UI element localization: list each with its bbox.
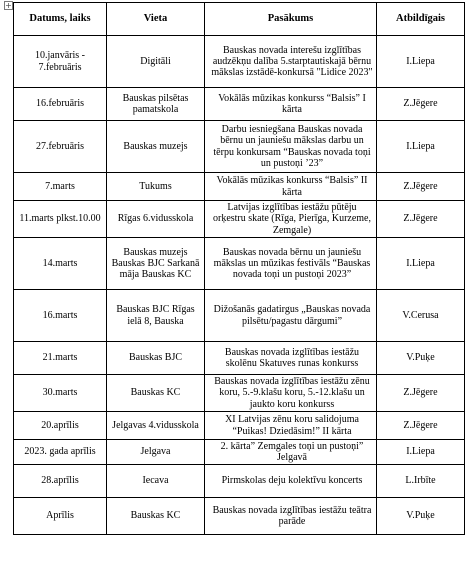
table-row xyxy=(14,88,465,121)
header-event: Pasākums xyxy=(205,3,377,36)
cell-responsible: I.Liepa xyxy=(377,440,465,465)
table-row xyxy=(14,201,465,238)
event-text: Vokālās mūzikas konkurss “Balsis” II kārta xyxy=(216,175,368,198)
cell-responsible: I.Liepa xyxy=(377,121,465,173)
event-text: Bauskas novada izglītības iestāžu skolēnu Skatuves runas konkurss xyxy=(224,346,360,369)
cell-date: 27.februāris xyxy=(14,121,107,173)
cell-date: Aprīlis xyxy=(14,498,107,535)
event-text: Darbu iesniegšana Bauskas novada bērnu un jauniešu mākslas darbu un tērpu konkursam “Bauskas novada toņi un pustoņi ’23” xyxy=(213,124,371,169)
cell-date: 14.marts xyxy=(14,238,107,290)
cell-place: Digitāli xyxy=(107,36,205,88)
cell-responsible: Z.Jēgere xyxy=(377,375,465,412)
event-text: Bauskas novada bērnu un jauniešu mākslas un mūzikas festivāls “Bauskas novada toņi un pustoņi 2023” xyxy=(213,246,371,281)
cell-responsible: Z.Jēgere xyxy=(377,201,465,238)
cell-event xyxy=(205,201,377,238)
cell-event xyxy=(205,121,377,173)
header-place: Vieta xyxy=(107,3,205,36)
cell-date: 21.marts xyxy=(14,342,107,375)
cell-responsible: I.Liepa xyxy=(377,36,465,88)
cell-date: 2023. gada aprīlis xyxy=(14,440,107,465)
table-row xyxy=(14,375,465,412)
cell-date: 30.marts xyxy=(14,375,107,412)
cell-date: 7.marts xyxy=(14,173,107,201)
event-text: 2. kārta” Zemgales toņi un pustoņi” Jelgavā xyxy=(220,440,364,463)
cell-event xyxy=(205,412,377,440)
cell-event xyxy=(205,465,377,498)
cell-place: Rīgas 6.vidusskola xyxy=(107,201,205,238)
cell-date: 20.aprīlis xyxy=(14,412,107,440)
table-row xyxy=(14,440,465,465)
cell-event xyxy=(205,375,377,412)
event-text: Pirmskolas deju kolektīvu koncerts xyxy=(221,475,363,487)
events-table xyxy=(13,2,465,535)
cell-event xyxy=(205,342,377,375)
event-text: Latvijas izglītības iestāžu pūtēju orķestru skate (Rīga, Pierīga, Kurzeme, Zemgale) xyxy=(212,202,371,236)
cell-event xyxy=(205,88,377,121)
table-row xyxy=(14,36,465,88)
cell-responsible: Z.Jēgere xyxy=(377,88,465,121)
table-row xyxy=(14,290,465,342)
cell-place: Jelgavas 4.vidusskola xyxy=(107,412,205,440)
table-row xyxy=(14,412,465,440)
cell-date: 28.aprīlis xyxy=(14,465,107,498)
table-move-handle-icon[interactable]: + xyxy=(5,1,12,10)
cell-event xyxy=(205,173,377,201)
cell-event xyxy=(205,440,377,465)
cell-place: Bauskas BJC Rīgas ielā 8, Bauska xyxy=(107,290,205,342)
cell-date: 16.marts xyxy=(14,290,107,342)
cell-place: Bauskas muzejs xyxy=(107,121,205,173)
cell-place: Bauskas BJC xyxy=(107,342,205,375)
cell-date: 11.marts plkst.10.00 xyxy=(14,201,107,238)
table-row xyxy=(14,465,465,498)
event-text: Bauskas novada interešu izglītības audzēkņu dalība 5.starptautiskajā bērnu mākslas izstādē-konkursā "Lidice 2023" xyxy=(211,44,373,79)
table-row xyxy=(14,342,465,375)
cell-place: Iecava xyxy=(107,465,205,498)
cell-place: Tukums xyxy=(107,173,205,201)
cell-event xyxy=(205,238,377,290)
table-row xyxy=(14,173,465,201)
table-row xyxy=(14,121,465,173)
cell-place: Jelgava xyxy=(107,440,205,465)
event-text: Bauskas novada izglītības iestāžu zēnu koru, 5.-9.klašu koru, 5.-12.klašu un jaukto koru konkurss xyxy=(214,376,370,410)
cell-event xyxy=(205,290,377,342)
event-text: Vokālās mūzikas konkurss “Balsis” I kārta xyxy=(218,92,366,115)
cell-responsible: V.Puķe xyxy=(377,342,465,375)
cell-place: Bauskas KC xyxy=(107,375,205,412)
cell-responsible: V.Puķe xyxy=(377,498,465,535)
cell-responsible: L.Irbīte xyxy=(377,465,465,498)
cell-place: Bauskas pilsētas pamatskola xyxy=(107,88,205,121)
cell-date: 16.februāris xyxy=(14,88,107,121)
cell-place: Bauskas KC xyxy=(107,498,205,535)
table-row xyxy=(14,238,465,290)
header-responsible: Atbildīgais xyxy=(377,3,465,36)
cell-place: Bauskas muzejs Bauskas BJC Sarkanā māja Bauskas KC xyxy=(107,238,205,290)
cell-responsible: I.Liepa xyxy=(377,238,465,290)
event-text: Dižošanās gadatirgus „Bauskas novada pilsētu/pagastu dārgumi” xyxy=(213,304,371,327)
event-text: XI Latvijas zēnu koru salidojuma “Puikas! Dziedāsim!” II kārta xyxy=(225,414,359,437)
event-text: Bauskas novada izglītības iestāžu teātra parāde xyxy=(212,504,372,527)
table-row xyxy=(14,498,465,535)
table-header-row xyxy=(14,3,465,36)
cell-date: 10.janvāris - 7.februāris xyxy=(14,36,107,88)
cell-event xyxy=(205,498,377,535)
cell-responsible: V.Cerusa xyxy=(377,290,465,342)
cell-event xyxy=(205,36,377,88)
header-date: Datums, laiks xyxy=(14,3,107,36)
cell-responsible: Z.Jēgere xyxy=(377,173,465,201)
cell-responsible: Z.Jēgere xyxy=(377,412,465,440)
